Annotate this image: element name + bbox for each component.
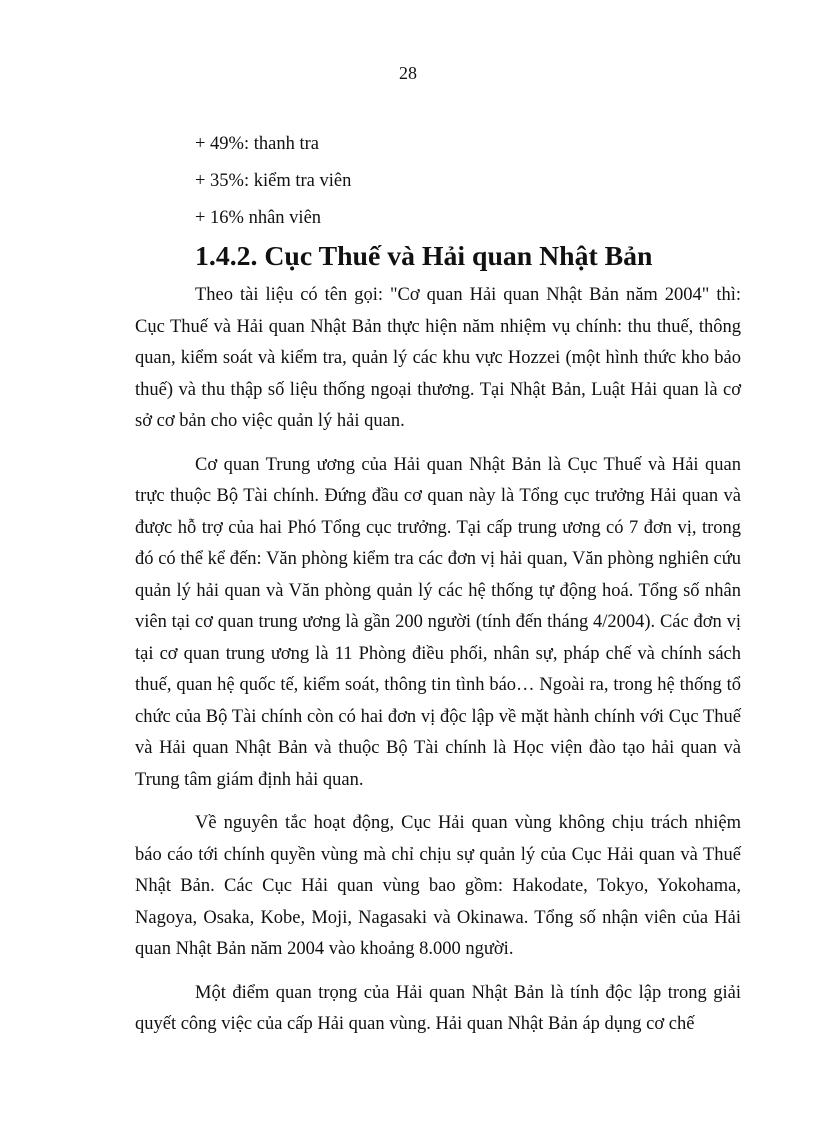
page-number: 28	[399, 63, 417, 83]
list-item-staff: + 16% nhân viên	[195, 208, 322, 228]
list-item-inspectors: + 49%: thanh tra	[195, 134, 319, 154]
section-heading: 1.4.2. Cục Thuế và Hải quan Nhật Bản	[195, 241, 653, 272]
paragraph-regional-customs: Về nguyên tắc hoạt động, Cục Hải quan vùng không chịu trách nhiệm báo cáo tới chính quyền vùng mà chỉ chịu sự quản lý của Cục Hải quan và Thuế Nhật Bản. Các Cục Hải quan vùng bao gồm: Hakodate, Tokyo, Yokohama, Nagoya, Osaka, Kobe, Moji, Nagasaki và Okinawa. Tổng số nhận viên của Hải quan Nhật Bản năm 2004 vào khoảng 8.000 người.	[135, 813, 741, 959]
list-item-examiners: + 35%: kiểm tra viên	[195, 171, 352, 191]
paragraph-independence: Một điểm quan trọng của Hải quan Nhật Bản là tính độc lập trong giải quyết công việc của cấp Hải quan vùng. Hải quan Nhật Bản áp dụng cơ chế	[135, 982, 741, 1034]
paragraph-central-agency: Cơ quan Trung ương của Hải quan Nhật Bản là Cục Thuế và Hải quan trực thuộc Bộ Tài chính. Đứng đầu cơ quan này là Tổng cục trưởng Hải quan và được hỗ trợ của hai Phó Tổng cục trưởng. Tại cấp trung ương có 7 đơn vị, trong đó có thể kể đến: Văn phòng kiểm tra các đơn vị hải quan, Văn phòng nghiên cứu quản lý hải quan và Văn phòng quản lý các hệ thống tự động hoá. Tổng số nhân viên tại cơ quan trung ương là gần 200 người (tính đến tháng 4/2004). Các đơn vị tại cơ quan trung ương là 11 Phòng điều phối, nhân sự, pháp chế và chính sách thuế, quan hệ quốc tế, kiểm soát, thông tin tình báo… Ngoài ra, trong hệ thống tổ chức của Bộ Tài chính còn có hai đơn vị độc lập về mặt hành chính với Cục Thuế và Hải quan Nhật Bản và thuộc Bộ Tài chính là Học viện đào tạo hải quan và Trung tâm giám định hải quan.	[135, 454, 741, 790]
paragraph-tasks: Theo tài liệu có tên gọi: "Cơ quan Hải quan Nhật Bản năm 2004" thì: Cục Thuế và Hải quan Nhật Bản thực hiện năm nhiệm vụ chính: thu thuế, thông quan, kiểm soát và kiểm tra, quản lý các khu vực Hozzei (một hình thức kho bảo thuế) và thu thập số liệu thống ngoại thương. Tại Nhật Bản, Luật Hải quan là cơ sở cơ bản cho việc quản lý hải quan.	[135, 285, 741, 431]
page-content	[135, 131, 741, 1053]
